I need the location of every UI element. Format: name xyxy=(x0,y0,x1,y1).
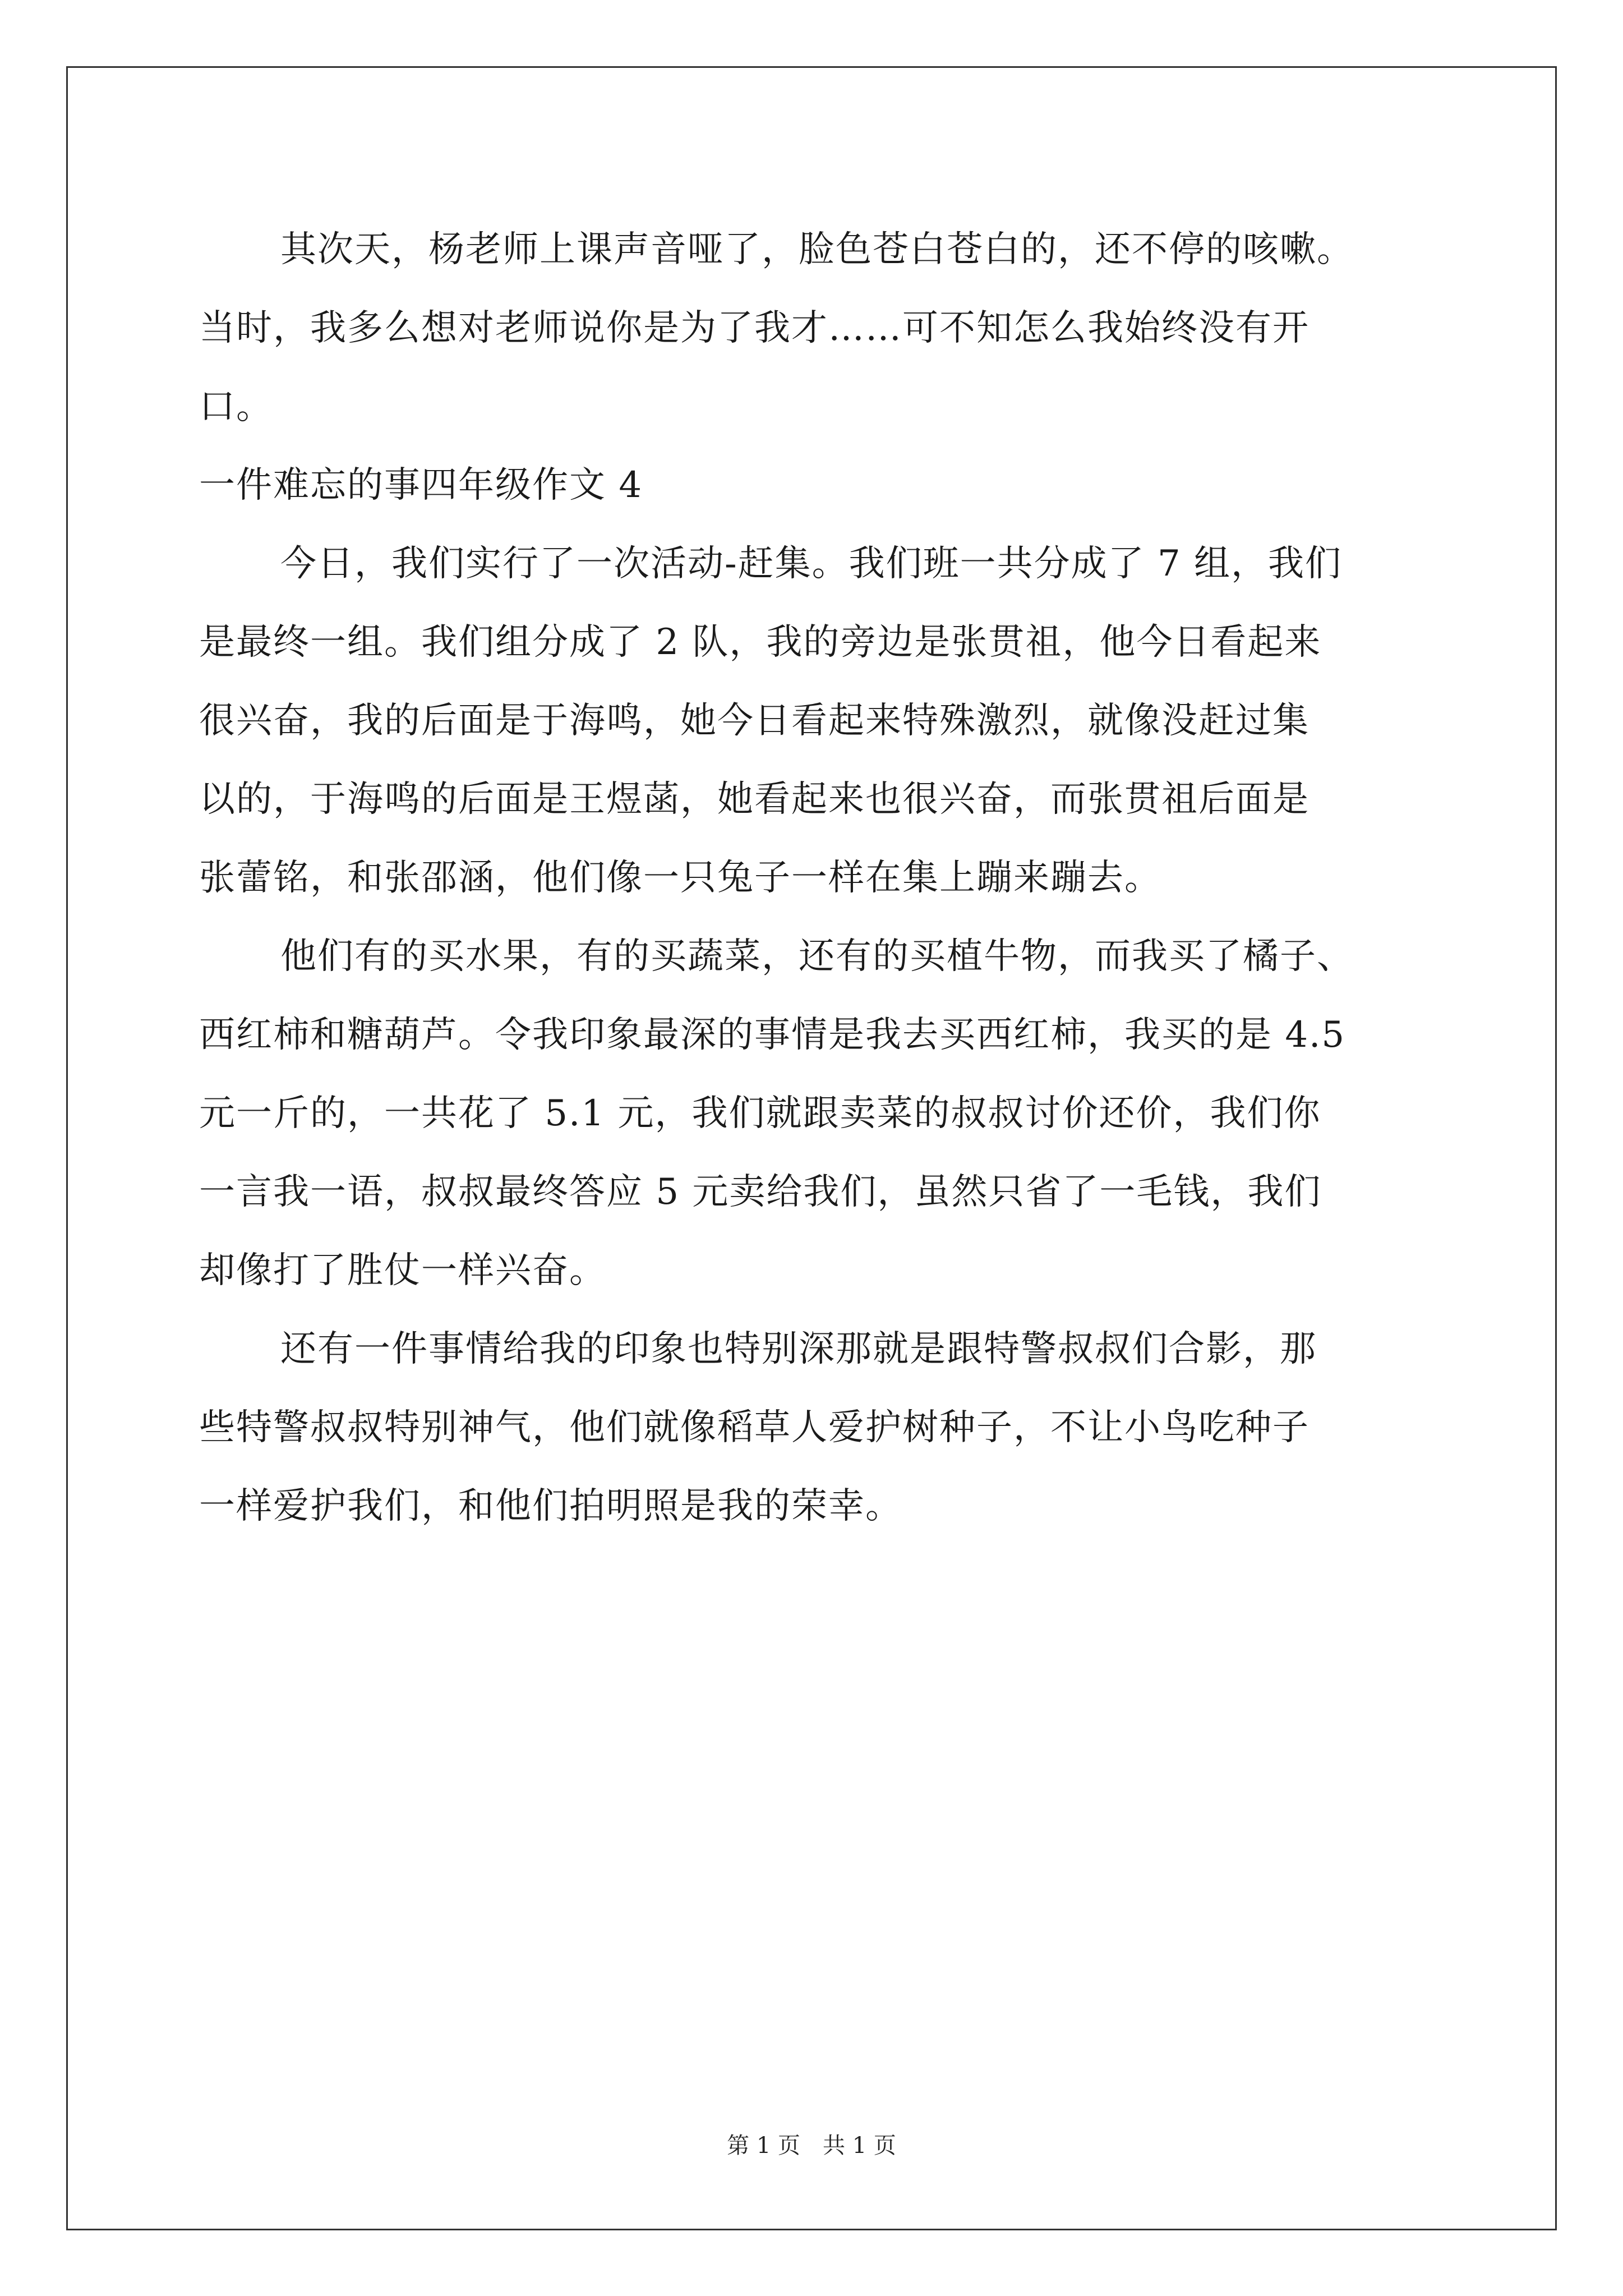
paragraph-line: 一样爱护我们，和他们拍明照是我的荣幸。 xyxy=(199,1485,902,1527)
paragraph-line: 以的，于海鸣的后面是王煜菡，她看起来也很兴奋，而张贯祖后面是 xyxy=(199,779,1310,820)
paragraph-line: 一言我一语，叔叔最终答应 5 元卖给我们，虽然只省了一毛钱，我们 xyxy=(199,1171,1322,1213)
paragraph-line: 元一斤的，一共花了 5.1 元，我们就跟卖菜的叔叔讨价还价，我们你 xyxy=(199,1093,1321,1134)
page-border xyxy=(66,66,1557,2230)
section-heading: 一件难忘的事四年级作文 4 xyxy=(199,464,643,506)
paragraph-line: 却像打了胜仗一样兴奋。 xyxy=(199,1250,606,1291)
paragraph-line: 很兴奋，我的后面是于海鸣，她今日看起来特殊激烈，就像没赶过集 xyxy=(199,700,1310,742)
paragraph-line: 他们有的买水果，有的买蔬菜，还有的买植牛物，而我买了橘子、 xyxy=(280,936,1354,977)
paragraph-line: 张蕾铭，和张邵涵，他们像一只兔子一样在集上蹦来蹦去。 xyxy=(199,857,1161,899)
paragraph-line: 西红柿和糖葫芦。令我印象最深的事情是我去买西红柿，我买的是 4.5 xyxy=(199,1014,1346,1056)
page-footer: 第 1 页 共 1 页 xyxy=(727,2133,896,2159)
paragraph-line: 今日，我们实行了一次活动-赶集。我们班一共分成了 7 组，我们 xyxy=(280,543,1343,585)
paragraph-line: 是最终一组。我们组分成了 2 队，我的旁边是张贯祖，他今日看起来 xyxy=(199,622,1322,663)
paragraph-line: 还有一件事情给我的印象也特别深那就是跟特警叔叔们合影，那 xyxy=(280,1328,1317,1370)
paragraph-line: 其次天，杨老师上课声音哑了，脸色苍白苍白的，还不停的咳嗽。 xyxy=(280,229,1354,270)
paragraph-line: 口。 xyxy=(199,386,273,427)
paragraph-line: 些特警叔叔特别神气，他们就像稻草人爱护树种子，不让小鸟吃种子 xyxy=(199,1407,1310,1448)
paragraph-line: 当时，我多么想对老师说你是为了我才……可不知怎么我始终没有开 xyxy=(199,307,1310,349)
